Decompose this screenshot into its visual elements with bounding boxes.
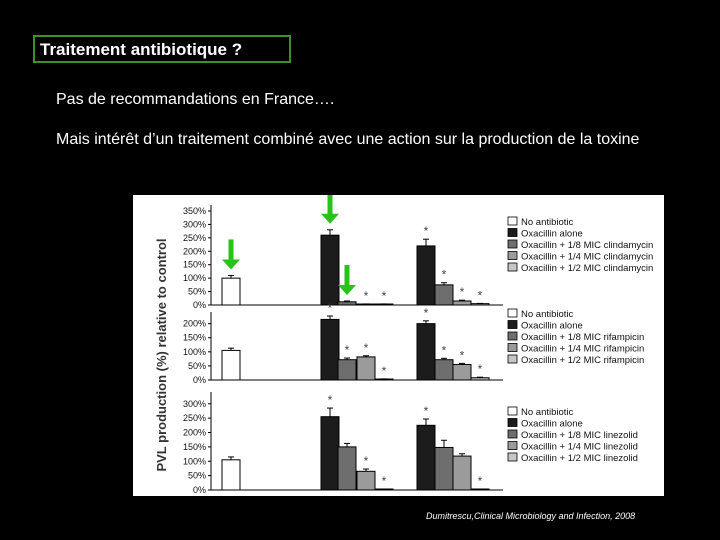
y-tick-label: 100% (182, 456, 206, 467)
significance-star: * (423, 224, 429, 239)
legend-swatch (508, 442, 517, 450)
y-tick-label: 50% (187, 470, 206, 481)
significance-star: * (459, 285, 465, 300)
bar (222, 350, 240, 380)
bar (338, 447, 356, 490)
legend-swatch (508, 263, 517, 271)
y-tick-label: 100% (182, 273, 206, 284)
body-line-combined-treatment: Mais intérêt d’un traitement combiné avec une action sur la production de la toxine (56, 131, 640, 148)
significance-star: * (381, 474, 387, 489)
legend-swatch (508, 252, 517, 260)
legend-entry: Oxacillin + 1/8 MIC rifampicin (521, 332, 645, 343)
citation: Dumitrescu,Clinical Microbiology and Infection, 2008 (426, 511, 636, 521)
y-tick-label: 50% (187, 286, 206, 297)
bar (357, 471, 375, 490)
legend-entry: Oxacillin + 1/4 MIC linezolid (521, 441, 638, 453)
bar (435, 447, 453, 490)
legend-entry: Oxacillin + 1/4 MIC clindamycin (521, 251, 654, 263)
slide-title: Traitement antibiotique ? (40, 40, 243, 59)
bar (321, 319, 339, 380)
legend-entry: Oxacillin + 1/2 MIC rifampicin (521, 355, 645, 366)
legend-entry: Oxacillin + 1/2 MIC clindamycin (521, 263, 654, 274)
legend-entry: No antibiotic (521, 217, 574, 228)
legend-entry: Oxacillin + 1/4 MIC rifampicin (521, 343, 645, 355)
legend-entry: Oxacillin + 1/8 MIC clindamycin (521, 240, 654, 251)
significance-star: * (363, 454, 369, 469)
legend-entry: Oxacillin alone (521, 418, 583, 430)
bar (471, 378, 489, 380)
legend-swatch (508, 407, 517, 415)
bar (417, 246, 435, 305)
y-tick-label: 200% (182, 427, 206, 438)
y-tick-label: 0% (192, 485, 206, 495)
significance-star: * (327, 393, 333, 408)
y-tick-label: 150% (182, 259, 206, 270)
bar (453, 456, 471, 490)
y-tick-label: 0% (192, 375, 206, 385)
legend-swatch (508, 344, 517, 352)
legend-entry: No antibiotic (521, 407, 574, 418)
y-tick-label: 50% (187, 360, 206, 371)
y-tick-label: 250% (182, 232, 206, 243)
green-arrow-head (338, 285, 356, 295)
legend-swatch (508, 229, 517, 237)
legend-swatch (508, 309, 517, 317)
significance-star: * (423, 403, 429, 418)
significance-star: * (363, 288, 369, 303)
legend-swatch (508, 321, 517, 329)
y-tick-label: 100% (182, 346, 206, 357)
significance-star: * (327, 301, 333, 316)
pvl-production-figure (133, 195, 664, 496)
bar (321, 235, 339, 305)
significance-star: * (344, 343, 350, 358)
significance-star: * (477, 474, 483, 489)
legend-entry: Oxacillin alone (521, 228, 583, 240)
legend-swatch (508, 240, 517, 248)
green-arrow-head (222, 259, 240, 269)
significance-star: * (381, 363, 387, 378)
green-arrow-head (321, 214, 339, 224)
y-tick-label: 250% (182, 413, 206, 424)
y-tick-label: 200% (182, 246, 206, 257)
significance-star: * (477, 362, 483, 377)
y-tick-label: 300% (182, 219, 206, 230)
significance-star: * (459, 348, 465, 363)
legend-swatch (508, 217, 517, 225)
y-tick-label: 350% (182, 206, 206, 216)
significance-star: * (423, 305, 429, 320)
bar (222, 460, 240, 490)
bar (338, 302, 356, 305)
legend-entry: No antibiotic (521, 309, 574, 320)
y-tick-label: 150% (182, 441, 206, 452)
legend-swatch (508, 355, 517, 363)
slide-title-box (33, 35, 291, 63)
legend-swatch (508, 430, 517, 438)
legend-swatch (508, 453, 517, 461)
bar (453, 365, 471, 381)
bar (417, 425, 435, 490)
bar (417, 324, 435, 380)
significance-star: * (363, 340, 369, 355)
significance-star: * (381, 288, 387, 303)
bar (338, 360, 356, 380)
significance-star: * (441, 267, 447, 282)
bar (453, 301, 471, 305)
y-tick-label: 0% (192, 300, 206, 310)
y-tick-label: 150% (182, 332, 206, 343)
y-tick-label: 200% (182, 318, 206, 329)
legend-swatch (508, 332, 517, 340)
legend-entry: Oxacillin + 1/8 MIC linezolid (521, 430, 638, 441)
legend-entry: Oxacillin + 1/2 MIC linezolid (521, 453, 638, 464)
significance-star: * (477, 288, 483, 303)
bar (435, 360, 453, 380)
significance-star: * (441, 343, 447, 358)
bar (321, 417, 339, 490)
bar (222, 278, 240, 305)
y-tick-label: 300% (182, 398, 206, 409)
legend-swatch (508, 419, 517, 427)
pvl-production-chart (133, 195, 664, 496)
legend-entry: Oxacillin alone (521, 320, 583, 332)
body-line-recommendations: Pas de recommandations en France…. (56, 91, 335, 108)
bar (357, 357, 375, 380)
bar (435, 285, 453, 305)
y-axis-label: PVL production (%) relative to control (154, 238, 169, 472)
